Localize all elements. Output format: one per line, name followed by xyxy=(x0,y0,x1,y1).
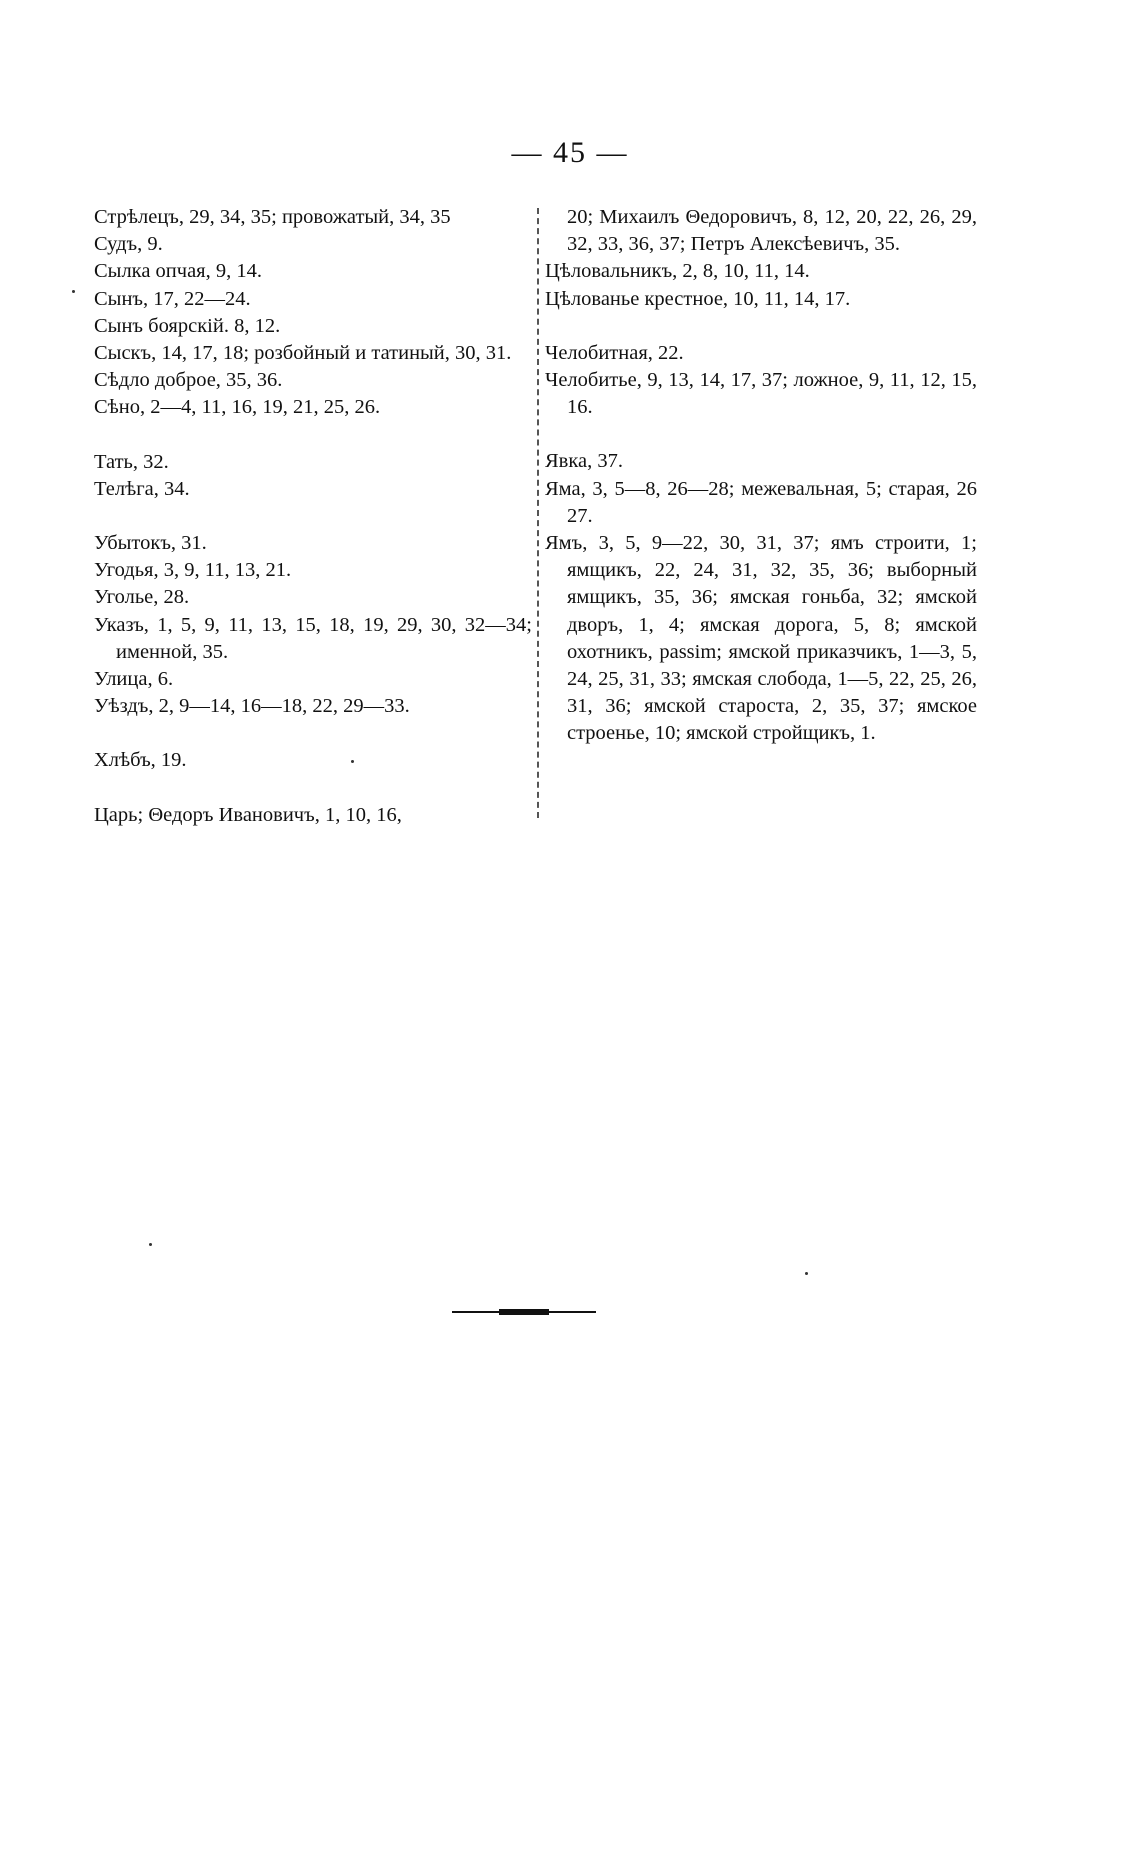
index-entry: Цѣлованье крестное, 10, 11, 14, 17. xyxy=(545,287,851,310)
index-entry: Угодья, 3, 9, 11, 13, 21. xyxy=(94,559,292,582)
index-entry: Уѣздъ, 2, 9—14, 16—18, 22, 29—33. xyxy=(94,695,410,718)
left-column xyxy=(94,204,532,829)
index-entry: Стрѣлецъ, 29, 34, 35; провожатый, 34, 35 xyxy=(94,206,451,228)
index-entry: Сѣдло доброе, 35, 36. xyxy=(94,369,283,392)
index-entry: Царь; Θедоръ Ивановичъ, 1, 10, 16, xyxy=(94,803,402,826)
index-entry: Хлѣбъ, 19. xyxy=(94,749,187,772)
index-entry: Убытокъ, 31. xyxy=(94,532,207,555)
index-entry: Уголье, 28. xyxy=(94,586,190,609)
index-entry: Тать, 32. xyxy=(94,450,169,473)
end-rule-ornament xyxy=(499,1309,549,1315)
print-speck xyxy=(149,1243,152,1246)
index-entry: Челобитье, 9, 13, 14, 17, 37; ложное, 9, 11, 12, 15, 16. xyxy=(545,369,977,419)
print-speck xyxy=(72,290,75,293)
index-entry: Сынъ боярскій. 8, 12. xyxy=(94,314,281,337)
page-number: — 45 — xyxy=(511,136,629,169)
index-entry: Сылка опчая, 9, 14. xyxy=(94,260,262,283)
index-entry: Ямъ, 3, 5, 9—22, 30, 31, 37; ямъ строити, 1; ямщикъ, 22, 24, 31, 32, 35, 36; выборный ямщикъ, 35, 36; ямская гоньба, 32; ямской дворъ, 1, 4; ямская дорога, 5, 8; ямской охотникъ, passim; ямской приказчикъ, 1—3, 5, 24, 25, 31, 33; ямская слобода, 1—5, 22, 25, 26, 31, 36; ямской староста, 2, 35, 37; ямское строенье, 10; ямской стройщикъ, 1. xyxy=(545,532,977,745)
index-entry: Явка, 37. xyxy=(545,450,623,473)
index-entry: Указъ, 1, 5, 9, 11, 13, 15, 18, 19, 29, 30, 32—34; именной, 35. xyxy=(94,613,532,663)
print-speck xyxy=(351,760,354,763)
print-speck xyxy=(805,1272,808,1275)
section-gap xyxy=(545,421,977,448)
index-entry: Сѣно, 2—4, 11, 16, 19, 21, 25, 26. xyxy=(94,396,381,419)
index-entry-continuation: 20; Михаилъ Θедоровичъ, 8, 12, 20, 22, 26, 29, 32, 33, 36, 37; Петръ Алексѣевичъ, 35. xyxy=(567,206,977,256)
section-gap xyxy=(94,720,532,747)
index-entry: Улица, 6. xyxy=(94,668,174,691)
index-entry: Челобитная, 22. xyxy=(545,341,684,364)
section-gap xyxy=(94,775,532,802)
column-divider xyxy=(537,208,539,818)
right-column xyxy=(545,204,977,748)
section-gap xyxy=(94,422,532,449)
index-entry: Судъ, 9. xyxy=(94,233,163,256)
index-entry: Сынъ, 17, 22—24. xyxy=(94,287,251,310)
index-entry: Телѣга, 34. xyxy=(94,477,190,500)
index-entry: Яма, 3, 5—8, 26—28; межевальная, 5; старая, 26 27. xyxy=(545,477,977,527)
section-gap xyxy=(545,313,977,340)
section-gap xyxy=(94,503,532,530)
index-entry: Цѣловальникъ, 2, 8, 10, 11, 14. xyxy=(545,260,810,283)
index-entry: Сыскъ, 14, 17, 18; розбойный и татиный, 30, 31. xyxy=(94,342,512,365)
